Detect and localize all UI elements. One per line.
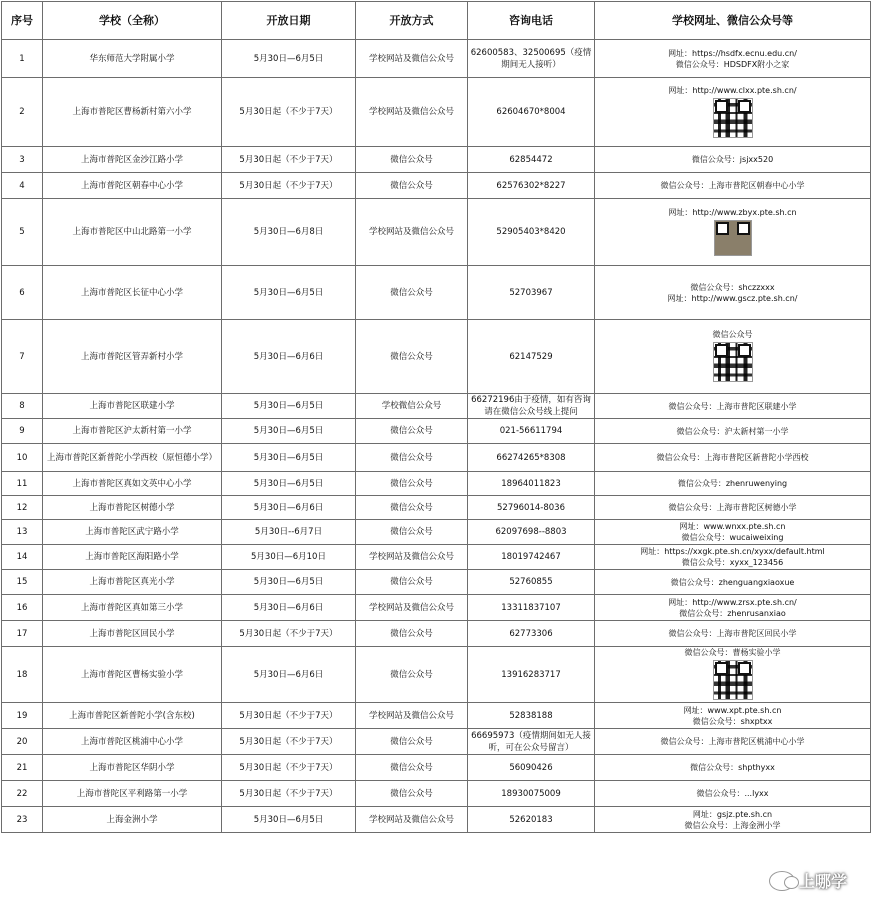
info-line: 网址：https://hsdfx.ecnu.edu.cn/ xyxy=(668,48,797,58)
school-info xyxy=(595,703,871,729)
table-row xyxy=(2,199,871,266)
row-number: 1 xyxy=(2,40,43,78)
table-row xyxy=(2,394,871,419)
open-date: 5月30日起（不少于7天） xyxy=(222,703,356,729)
table-row xyxy=(2,807,871,833)
school-info xyxy=(595,472,871,496)
table-row xyxy=(2,647,871,703)
table-row xyxy=(2,520,871,545)
info-line: 网址：gsjz.pte.sh.cn xyxy=(692,809,773,819)
row-number: 8 xyxy=(2,394,43,419)
consult-phone: 52620183 xyxy=(468,807,595,833)
info-line: 微信公众号：shxptxx xyxy=(692,716,773,726)
open-method: 微信公众号 xyxy=(356,755,468,781)
table-row xyxy=(2,266,871,320)
open-method: 微信公众号 xyxy=(356,496,468,520)
school-info xyxy=(595,147,871,173)
row-number: 22 xyxy=(2,781,43,807)
table-row xyxy=(2,78,871,147)
open-method: 微信公众号 xyxy=(356,729,468,755)
open-date: 5月30日—6月5日 xyxy=(222,472,356,496)
table-body xyxy=(2,40,871,833)
info-line: 微信公众号：上海市普陀区联建小学 xyxy=(668,401,797,411)
school-name: 上海市普陀区真如文英中心小学 xyxy=(43,472,222,496)
info-line: 微信公众号：上海市普陀区桃浦中心小学 xyxy=(660,737,805,746)
table-row xyxy=(2,444,871,472)
qr-code-icon xyxy=(713,660,753,700)
consult-phone: 62854472 xyxy=(468,147,595,173)
row-number: 17 xyxy=(2,621,43,647)
school-name: 上海市普陀区真如第三小学 xyxy=(43,595,222,621)
qr-code-icon xyxy=(713,98,753,138)
table-row xyxy=(2,703,871,729)
row-number: 23 xyxy=(2,807,43,833)
open-date: 5月30日起（不少于7天） xyxy=(222,147,356,173)
row-number: 21 xyxy=(2,755,43,781)
school-name: 上海市普陀区中山北路第一小学 xyxy=(43,199,222,266)
table-header-row xyxy=(2,2,871,40)
school-info xyxy=(595,266,871,320)
school-name: 上海市普陀区新普陀小学西校（原恒德小学） xyxy=(43,444,222,472)
consult-phone: 021-56611794 xyxy=(468,419,595,444)
table-row xyxy=(2,545,871,570)
open-method: 微信公众号 xyxy=(356,472,468,496)
open-date: 5月30日—6月5日 xyxy=(222,419,356,444)
school-info xyxy=(595,729,871,755)
open-date: 5月30日—6月10日 xyxy=(222,545,356,570)
school-info xyxy=(595,199,871,266)
info-line: 微信公众号：上海市普陀区回民小学 xyxy=(668,629,797,638)
open-method: 学校网站及微信公众号 xyxy=(356,78,468,147)
consult-phone: 56090426 xyxy=(468,755,595,781)
school-info xyxy=(595,320,871,394)
school-name: 上海市普陀区真光小学 xyxy=(43,570,222,595)
row-number: 3 xyxy=(2,147,43,173)
info-line: 网址：https://xxgk.pte.sh.cn/xyxx/default.html xyxy=(640,547,825,556)
open-date: 5月30日—6月6日 xyxy=(222,496,356,520)
open-method: 微信公众号 xyxy=(356,266,468,320)
school-name: 上海市普陀区长征中心小学 xyxy=(43,266,222,320)
row-number: 16 xyxy=(2,595,43,621)
open-date: 5月30日—6月5日 xyxy=(222,570,356,595)
open-method: 学校网站及微信公众号 xyxy=(356,807,468,833)
school-name: 上海金洲小学 xyxy=(43,807,222,833)
school-info xyxy=(595,444,871,472)
school-info xyxy=(595,419,871,444)
open-date: 5月30日—6月5日 xyxy=(222,807,356,833)
info-line: 网址：http://www.zrsx.pte.sh.cn/ xyxy=(668,597,797,607)
school-name: 上海市普陀区桃浦中心小学 xyxy=(43,729,222,755)
info-line: 网址：www.wnxx.pte.sh.cn xyxy=(679,522,786,531)
school-info xyxy=(595,545,871,570)
row-number: 19 xyxy=(2,703,43,729)
row-number: 20 xyxy=(2,729,43,755)
open-date: 5月30日—6月8日 xyxy=(222,199,356,266)
school-info xyxy=(595,755,871,781)
school-info xyxy=(595,621,871,647)
info-line: 微信公众号：曹杨实验小学 xyxy=(684,648,781,657)
info-line: 微信公众号 xyxy=(712,330,753,339)
row-number: 13 xyxy=(2,520,43,545)
school-name: 上海市普陀区海阳路小学 xyxy=(43,545,222,570)
info-line: 微信公众号：zhenguangxiaoxue xyxy=(670,577,795,587)
qr-photo-icon xyxy=(714,220,752,256)
consult-phone: 66272196由于疫情，如有咨询请在微信公众号线上提问 xyxy=(468,394,595,419)
schools-table xyxy=(1,1,871,833)
school-name: 华东师范大学附属小学 xyxy=(43,40,222,78)
open-date: 5月30日起（不少于7天） xyxy=(222,781,356,807)
school-name: 上海市普陀区武宁路小学 xyxy=(43,520,222,545)
header-method: 开放方式 xyxy=(356,2,468,40)
row-number: 5 xyxy=(2,199,43,266)
table-row xyxy=(2,729,871,755)
consult-phone: 52796014-8036 xyxy=(468,496,595,520)
header-phone: 咨询电话 xyxy=(468,2,595,40)
header-no: 序号 xyxy=(2,2,43,40)
open-date: 5月30日起（不少于7天） xyxy=(222,729,356,755)
consult-phone: 52838188 xyxy=(468,703,595,729)
school-info xyxy=(595,570,871,595)
watermark xyxy=(769,869,847,892)
row-number: 9 xyxy=(2,419,43,444)
info-line: 微信公众号：上海市普陀区朝春中心小学 xyxy=(660,181,805,190)
consult-phone: 66695973（疫情期间如无人接听，可在公众号留言） xyxy=(468,729,595,755)
open-method: 学校微信公众号 xyxy=(356,394,468,419)
table-row xyxy=(2,173,871,199)
school-name: 上海市普陀区新普陀小学(含东校) xyxy=(43,703,222,729)
wechat-logo-icon xyxy=(769,871,795,891)
header-date: 开放日期 xyxy=(222,2,356,40)
consult-phone: 13311837107 xyxy=(468,595,595,621)
table-row xyxy=(2,320,871,394)
row-number: 11 xyxy=(2,472,43,496)
info-line: 微信公众号：shpthyxx xyxy=(690,763,775,772)
table-row xyxy=(2,496,871,520)
info-line: 微信公众号：...lyxx xyxy=(696,789,769,798)
consult-phone: 52905403*8420 xyxy=(468,199,595,266)
info-line: 微信公众号：上海市普陀区新普陀小学西校 xyxy=(656,453,809,462)
school-info xyxy=(595,520,871,545)
consult-phone: 18964011823 xyxy=(468,472,595,496)
row-number: 18 xyxy=(2,647,43,703)
consult-phone: 66274265*8308 xyxy=(468,444,595,472)
info-line: 微信公众号：上海金洲小学 xyxy=(684,820,781,830)
open-method: 学校网站及微信公众号 xyxy=(356,545,468,570)
row-number: 4 xyxy=(2,173,43,199)
school-name: 上海市普陀区曹杨实验小学 xyxy=(43,647,222,703)
consult-phone: 62576302*8227 xyxy=(468,173,595,199)
open-method: 微信公众号 xyxy=(356,520,468,545)
school-name: 上海市普陀区曹杨新村第六小学 xyxy=(43,78,222,147)
school-name: 上海市普陀区树德小学 xyxy=(43,496,222,520)
consult-phone: 62600583、32500695（疫情期间无人接听） xyxy=(468,40,595,78)
open-date: 5月30日—6月6日 xyxy=(222,320,356,394)
info-line: 微信公众号：HDSDFX附小之家 xyxy=(675,59,790,69)
open-method: 微信公众号 xyxy=(356,647,468,703)
consult-phone: 52760855 xyxy=(468,570,595,595)
consult-phone: 18019742467 xyxy=(468,545,595,570)
table-row xyxy=(2,755,871,781)
open-date: 5月30日起（不少于7天） xyxy=(222,621,356,647)
consult-phone: 62773306 xyxy=(468,621,595,647)
consult-phone: 13916283717 xyxy=(468,647,595,703)
school-name: 上海市普陀区沪太新村第一小学 xyxy=(43,419,222,444)
table-row xyxy=(2,419,871,444)
row-number: 6 xyxy=(2,266,43,320)
table-row xyxy=(2,781,871,807)
info-line: 微信公众号：zhenruwenying xyxy=(677,479,788,488)
watermark-text: 上哪学 xyxy=(798,872,847,891)
open-method: 微信公众号 xyxy=(356,147,468,173)
school-name: 上海市普陀区朝春中心小学 xyxy=(43,173,222,199)
school-name: 上海市普陀区联建小学 xyxy=(43,394,222,419)
school-info xyxy=(595,40,871,78)
open-method: 微信公众号 xyxy=(356,320,468,394)
school-info xyxy=(595,647,871,703)
info-line: 微信公众号：jsjxx520 xyxy=(691,155,774,164)
open-method: 学校网站及微信公众号 xyxy=(356,40,468,78)
row-number: 7 xyxy=(2,320,43,394)
info-line: 网址：http://www.zbyx.pte.sh.cn xyxy=(668,207,797,217)
school-info xyxy=(595,394,871,419)
open-date: 5月30日—6月6日 xyxy=(222,647,356,703)
info-line: 微信公众号：xyxx_123456 xyxy=(681,558,784,567)
school-info xyxy=(595,496,871,520)
consult-phone: 62097698--8803 xyxy=(468,520,595,545)
qr-code-icon xyxy=(713,342,753,382)
open-date: 5月30日起（不少于7天） xyxy=(222,755,356,781)
consult-phone: 62604670*8004 xyxy=(468,78,595,147)
school-info xyxy=(595,595,871,621)
school-name: 上海市普陀区华阴小学 xyxy=(43,755,222,781)
school-name: 上海市普陀区平利路第一小学 xyxy=(43,781,222,807)
table-row xyxy=(2,570,871,595)
info-line: 微信公众号：上海市普陀区树德小学 xyxy=(668,503,797,512)
row-number: 2 xyxy=(2,78,43,147)
open-date: 5月30日—6月5日 xyxy=(222,266,356,320)
open-method: 微信公众号 xyxy=(356,419,468,444)
school-info xyxy=(595,781,871,807)
open-date: 5月30日起（不少于7天） xyxy=(222,78,356,147)
info-line: 微信公众号：wucaiweixing xyxy=(681,533,784,542)
school-info xyxy=(595,78,871,147)
row-number: 14 xyxy=(2,545,43,570)
open-date: 5月30日起（不少于7天） xyxy=(222,173,356,199)
open-date: 5月30日—6月6日 xyxy=(222,595,356,621)
open-method: 微信公众号 xyxy=(356,173,468,199)
table-row xyxy=(2,472,871,496)
row-number: 15 xyxy=(2,570,43,595)
info-line: 网址：http://www.clxx.pte.sh.cn/ xyxy=(668,85,797,95)
header-info: 学校网址、微信公众号等 xyxy=(595,2,871,40)
table-row xyxy=(2,147,871,173)
info-line: 网址：http://www.gscz.pte.sh.cn/ xyxy=(667,293,798,303)
school-info xyxy=(595,807,871,833)
open-method: 学校网站及微信公众号 xyxy=(356,703,468,729)
table-row xyxy=(2,595,871,621)
info-line: 微信公众号：zhenrusanxiao xyxy=(679,608,786,618)
open-date: 5月30日—6月5日 xyxy=(222,394,356,419)
row-number: 12 xyxy=(2,496,43,520)
school-name: 上海市普陀区管弄新村小学 xyxy=(43,320,222,394)
school-name: 上海市普陀区金沙江路小学 xyxy=(43,147,222,173)
open-date: 5月30日—6月5日 xyxy=(222,444,356,472)
open-method: 微信公众号 xyxy=(356,570,468,595)
open-date: 5月30日--6月7日 xyxy=(222,520,356,545)
table-row xyxy=(2,621,871,647)
open-method: 学校网站及微信公众号 xyxy=(356,199,468,266)
open-method: 微信公众号 xyxy=(356,781,468,807)
header-school: 学校（全称） xyxy=(43,2,222,40)
info-line: 微信公众号：沪太新村第一小学 xyxy=(676,426,789,436)
school-info xyxy=(595,173,871,199)
info-line: 网址：www.xpt.pte.sh.cn xyxy=(683,705,782,715)
table-row xyxy=(2,40,871,78)
row-number: 10 xyxy=(2,444,43,472)
school-name: 上海市普陀区回民小学 xyxy=(43,621,222,647)
consult-phone: 52703967 xyxy=(468,266,595,320)
open-method: 微信公众号 xyxy=(356,621,468,647)
open-method: 微信公众号 xyxy=(356,444,468,472)
open-method: 学校网站及微信公众号 xyxy=(356,595,468,621)
info-line: 微信公众号：shczzxxx xyxy=(690,282,775,292)
open-date: 5月30日—6月5日 xyxy=(222,40,356,78)
consult-phone: 18930075009 xyxy=(468,781,595,807)
consult-phone: 62147529 xyxy=(468,320,595,394)
